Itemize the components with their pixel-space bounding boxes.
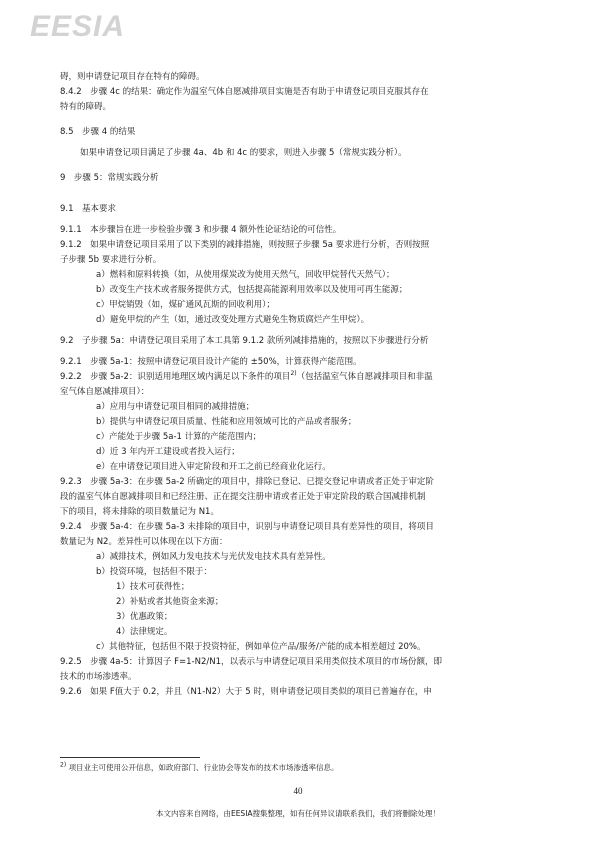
footnote-divider (60, 757, 200, 758)
logo: EESIA (30, 10, 126, 43)
footnote-ref: 2) (290, 370, 297, 378)
list-item: a）减排技术，例如风力发电技术与光伏发电技术具有差异性。 (96, 552, 331, 562)
list-item: a）燃料和原料转换（如，从使用煤炭改为使用天然气，回收甲烷替代天然气）； (96, 270, 395, 280)
page-number: 40 (293, 786, 303, 796)
footnote (60, 762, 536, 774)
list-item: e）在申请登记项目进入审定阶段和开工之前已经商业化运行。 (96, 462, 331, 472)
clause-9-2-2 (60, 370, 536, 385)
text-line: 碍，则申请登记项目存在特有的障碍。 (60, 72, 205, 82)
clause-9-2-3: 9.2.3 步骤 5a-3：在步骤 5a-2 所确定的项目中，排除已登记、已提交登记申请或者正处于审定阶 (60, 477, 434, 487)
clause-9-1-1: 9.1.1 本步骤旨在进一步检验步骤 3 和步骤 4 额外性论证结论的可信性。 (60, 225, 342, 235)
list-item: c）其他特征，包括但不限于投资特征，例如单位产品/服务/产能的成本相差超过 20%。 (96, 642, 426, 652)
list-item: c）甲烷销毁（如，煤矿通风瓦斯的回收利用）； (96, 300, 275, 310)
text-line: 技术的市场渗透率。 (60, 672, 137, 682)
list-item: c）产能处于步骤 5a-1 计算的产能范围内； (96, 432, 262, 442)
list-item: b）改变生产技术或者服务提供方式，包括提高能源利用效率以及使用可再生能源； (96, 285, 408, 295)
section-9-2-heading: 9.2 子步骤 5a：申请登记项目采用了本工具第 9.1.2 款所列减排措施的，按照以下步骤进行分析 (60, 336, 429, 346)
section-8-5-text: 如果申请登记项目满足了步骤 4a、4b 和 4c 的要求，则进入步骤 5（常规实践分析）。 (80, 148, 407, 158)
section-9-heading: 9 步骤 5：常规实践分析 (60, 173, 159, 183)
text-line: 特有的障碍。 (60, 102, 112, 112)
text-line: 子步骤 5b 要求进行分析。 (60, 255, 162, 265)
list-item: b）提供与申请登记项目质量、性能和应用领域可比的产品或者服务； (96, 417, 357, 427)
footnote-mark: 2) (60, 761, 67, 769)
clause-9-2-1: 9.2.1 步骤 5a-1：按照申请登记项目设计产能的 ±50%，计算获得产能范围。 (60, 357, 362, 367)
sub-list-item: 4）法律规定。 (116, 627, 173, 637)
sub-list-item: 2）补贴或者其他资金来源； (116, 597, 224, 607)
clause-9-2-6: 9.2.6 如果 F值大于 0.2，并且（N1-N2）大于 5 时，则申请登记项目类似的项目已普遍存在，申 (60, 687, 432, 697)
page-body (60, 70, 536, 700)
text-line: 室气体自愿减排项目）： (60, 387, 150, 397)
clause-9-2-4: 9.2.4 步骤 5a-4：在步骤 5a-3 未排除的项目中，识别与申请登记项目具有差异性的项目，将项目 (60, 522, 434, 532)
section-8-5-heading: 8.5 步骤 4 的结果 (60, 127, 136, 137)
sub-list-item: 1）技术可获得性； (116, 582, 190, 592)
clause-8-4-2: 8.4.2 步骤 4c 的结果：确定作为温室气体自愿减排项目实施是否有助于申请登记项目克服其存在 (60, 87, 429, 97)
text-line: 下的项目，将未排除的项目数量记为 N1。 (60, 507, 219, 517)
text-line: 段的温室气体自愿减排项目和已经注册、正在提交注册申请或者正处于审定阶段的联合国减排机制 (60, 492, 426, 502)
list-item: a）应用与申请登记项目相同的减排措施； (96, 402, 255, 412)
sub-list-item: 3）优惠政策； (116, 612, 173, 622)
footnote-text: 项目业主可使用公开信息，如政府部门、行业协会等发布的技术市场渗透率信息。 (68, 763, 339, 772)
page-footer: 本文内容来自网络，由EESIA搜集整理，如有任何异议请联系我们，我们将删除处理！ (155, 809, 441, 818)
clause-9-2-5: 9.2.5 步骤 4a-5：计算因子 F=1-N2/N1，以表示与申请登记项目采用类似技术项目的市场份额，即 (60, 657, 443, 667)
clause-text: 9.2.2 步骤 5a-2：识别适用地理区域内满足以下条件的项目 (60, 372, 291, 382)
clause-9-1-2: 9.1.2 如果申请登记项目采用了以下类别的减排措施，则按照子步骤 5a 要求进行分析，否则按照 (60, 240, 430, 250)
section-9-1-heading: 9.1 基本要求 (60, 204, 117, 214)
list-item: d）近 3 年内开工建设或者投入运行； (96, 447, 240, 457)
text-line: 数量记为 N2。差异性可以体现在以下方面： (60, 537, 228, 547)
list-item: d）避免甲烷的产生（如，通过改变处理方式避免生物质腐烂产生甲烷）。 (96, 315, 370, 325)
list-item: b）投资环境，包括但不限于： (96, 567, 212, 577)
clause-text: （包括温室气体自愿减排项目和非温 (296, 372, 433, 382)
